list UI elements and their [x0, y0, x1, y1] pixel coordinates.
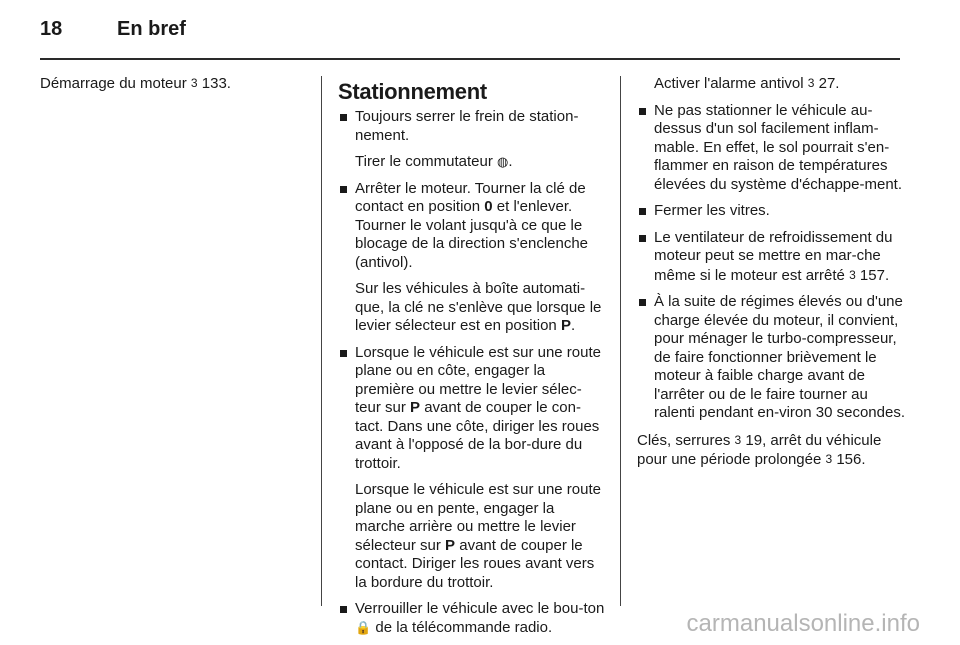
- arrow-icon: 3: [807, 76, 815, 90]
- column-left: [40, 74, 312, 102]
- crossref-paragraph: Clés, serrures 3 19, arrêt du véhicule pour une période prolongée 3 156.: [637, 431, 882, 468]
- header-rule: [40, 58, 900, 60]
- list-item: À la suite de régimes élevés ou d'une charge élevée du moteur, il convient, pour ménager le turbo-compresseur, de faire fonctionner brièvement le moteur à faible charge avant de l'arrêter ou de le faire tourner au ralenti pendant en-viron 30 secondes.: [637, 293, 905, 423]
- list-item: Le ventilateur de refroidissement du moteur peut se mettre en mar-che même si le moteur est arrêté 3 157.: [637, 229, 905, 286]
- watermark: carmanualsonline.info: [686, 610, 920, 637]
- sub-paragraph: Activer l'alarme antivol 3 27.: [654, 75, 840, 92]
- lock-icon: 🔒: [355, 619, 372, 635]
- list-item: Lorsque le véhicule est sur une route plane ou en côte, engager la première ou mettre le levier sélec-teur sur P avant de couper le con-tact. Dans une côte, diriger les roues avant à l'opposé de la bor-dure du trottoir. Lorsque le véhicule est sur une route plane ou en pente, engager la marche arrière ou mettre le levier sélecteur sur P avant de couper le contact. Diriger les roues avant vers la bordure du trottoir.: [338, 344, 606, 593]
- list-item: Verrouiller le véhicule avec le bou-ton 🔒 de la télécommande radio.: [338, 600, 606, 637]
- page-number: 18: [40, 18, 63, 40]
- sub-paragraph: Sur les véhicules à boîte automati-que, la clé ne s'enlève que lorsque le levier sélecteur est en position P.: [355, 280, 602, 334]
- arrow-icon: 3: [849, 267, 856, 282]
- sub-paragraph: Lorsque le véhicule est sur une route plane ou en pente, engager la marche arrière ou mettre le levier sélecteur sur P avant de couper le contact. Diriger les roues avant vers la bordure du trottoir.: [355, 481, 601, 591]
- parking-brake-icon: ◍: [496, 154, 509, 169]
- section-heading: Stationnement: [338, 79, 487, 104]
- sub-paragraph: Tirer le commutateur ◍.: [355, 153, 513, 170]
- list-item: Arrêter le moteur. Tourner la clé de contact en position 0 et l'enlever. Tourner le volant jusqu'à ce que le blocage de la direction s'enclenche (antivol). Sur les véhicules à boîte automati-que, la clé ne s'enlève que lorsque le levier sélecteur est en position P.: [338, 180, 606, 336]
- arrow-icon: 3: [825, 452, 833, 466]
- crossref-paragraph: Démarrage du moteur 3 133.: [40, 75, 231, 92]
- chapter-title: En bref: [117, 18, 186, 40]
- column-divider: [321, 76, 322, 606]
- list-item: Ne pas stationner le véhicule au-dessus d'un sol facilement inflam-mable. En effet, le sol pourrait s'en-flammer en raison de températures élevées du système d'échappe-ment.: [637, 102, 905, 195]
- arrow-icon: 3: [734, 432, 742, 447]
- arrow-icon: 3: [190, 76, 198, 90]
- list-item: Fermer les vitres.: [637, 202, 905, 221]
- column-divider: [620, 76, 621, 606]
- column-middle: [338, 74, 606, 645]
- list-item: Toujours serrer le frein de station-nement. Tirer le commutateur ◍.: [338, 108, 606, 172]
- column-right: [637, 74, 905, 478]
